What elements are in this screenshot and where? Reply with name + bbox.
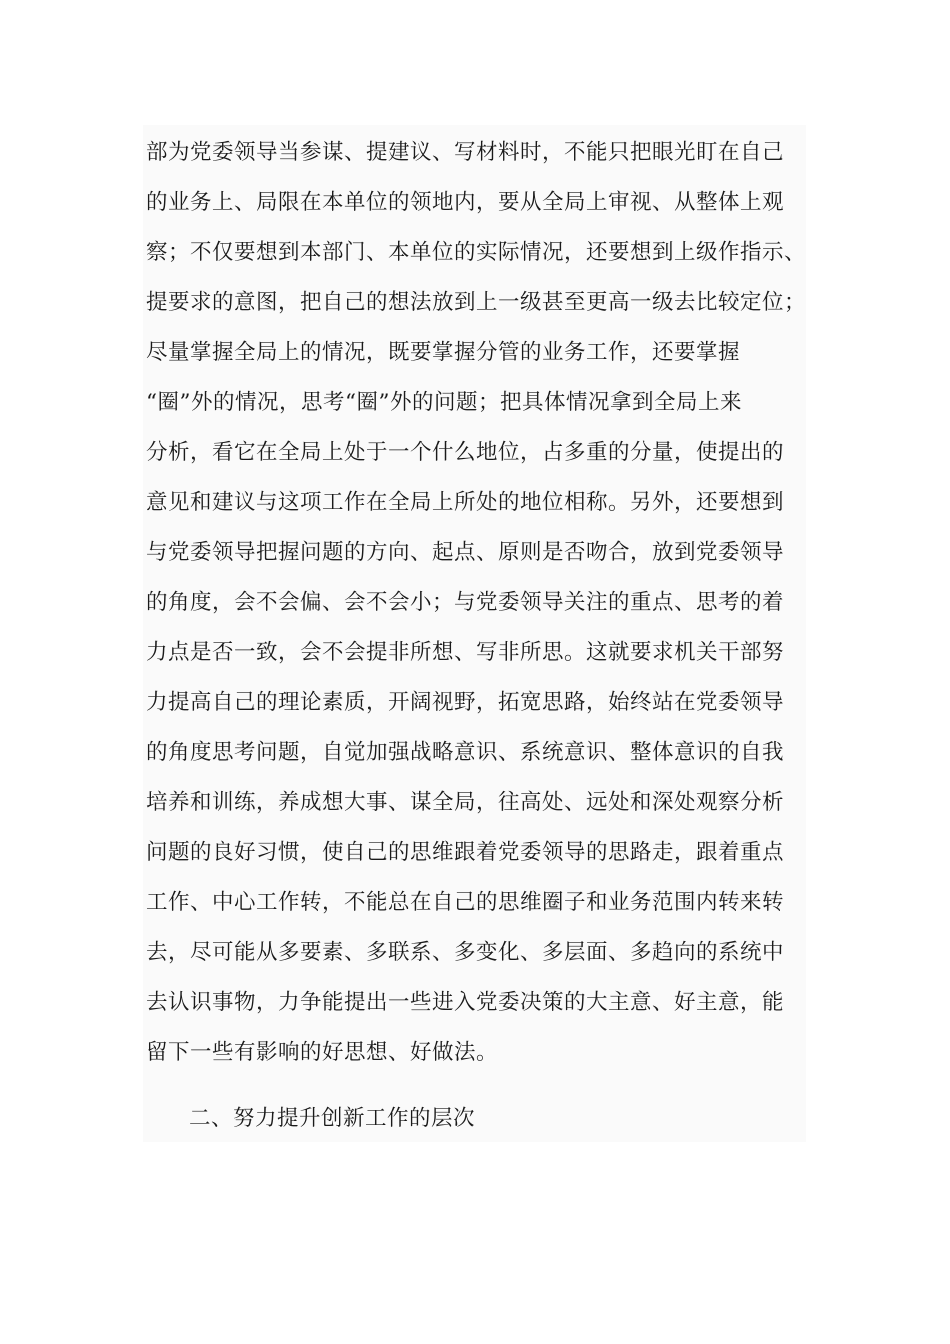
paragraph-line: 与党委领导把握问题的方向、起点、原则是否吻合，放到党委领导 xyxy=(146,540,785,565)
paragraph-line: 意见和建议与这项工作在全局上所处的地位相称。另外，还要想到 xyxy=(146,490,785,515)
paragraph-line: 察；不仅要想到本部门、本单位的实际情况，还要想到上级作指示、 xyxy=(146,240,807,265)
paragraph-line: 尽量掌握全局上的情况，既要掌握分管的业务工作，还要掌握 xyxy=(146,340,741,365)
paragraph-line: 去，尽可能从多要素、多联系、多变化、多层面、多趋向的系统中 xyxy=(146,940,785,965)
paragraph-line: 部为党委领导当参谋、提建议、写材料时，不能只把眼光盯在自己 xyxy=(146,140,785,165)
paragraph-line: 提要求的意图，把自己的想法放到上一级甚至更高一级去比较定位； xyxy=(146,290,807,315)
paragraph-line: 的业务上、局限在本单位的领地内，要从全局上审视、从整体上观 xyxy=(146,190,785,215)
paragraph-line: 的角度，会不会偏、会不会小；与党委领导关注的重点、思考的着 xyxy=(146,590,785,615)
paragraph-line: 分析，看它在全局上处于一个什么地位，占多重的分量，使提出的 xyxy=(146,440,785,465)
paragraph-line: 问题的良好习惯，使自己的思维跟着党委领导的思路走，跟着重点 xyxy=(146,840,785,865)
paragraph-line: 工作、中心工作转，不能总在自己的思维圈子和业务范围内转来转 xyxy=(146,890,785,915)
paragraph-line: 去认识事物，力争能提出一些进入党委决策的大主意、好主意，能 xyxy=(146,990,785,1015)
paragraph-line: “圈”外的情况，思考“圈”外的问题；把具体情况拿到全局上来 xyxy=(146,390,742,415)
paragraph-line: 的角度思考问题，自觉加强战略意识、系统意识、整体意识的自我 xyxy=(146,740,785,765)
section-heading: 二、努力提升创新工作的层次 xyxy=(189,1106,476,1131)
paragraph-line: 留下一些有影响的好思想、好做法。 xyxy=(146,1040,499,1065)
paragraph-line: 培养和训练，养成想大事、谋全局，往高处、远处和深处观察分析 xyxy=(146,790,785,815)
paragraph-line: 力提高自己的理论素质，开阔视野，拓宽思路，始终站在党委领导 xyxy=(146,690,785,715)
text-block xyxy=(143,125,806,1142)
paragraph-line: 力点是否一致，会不会提非所想、写非所思。这就要求机关干部努 xyxy=(146,640,785,665)
